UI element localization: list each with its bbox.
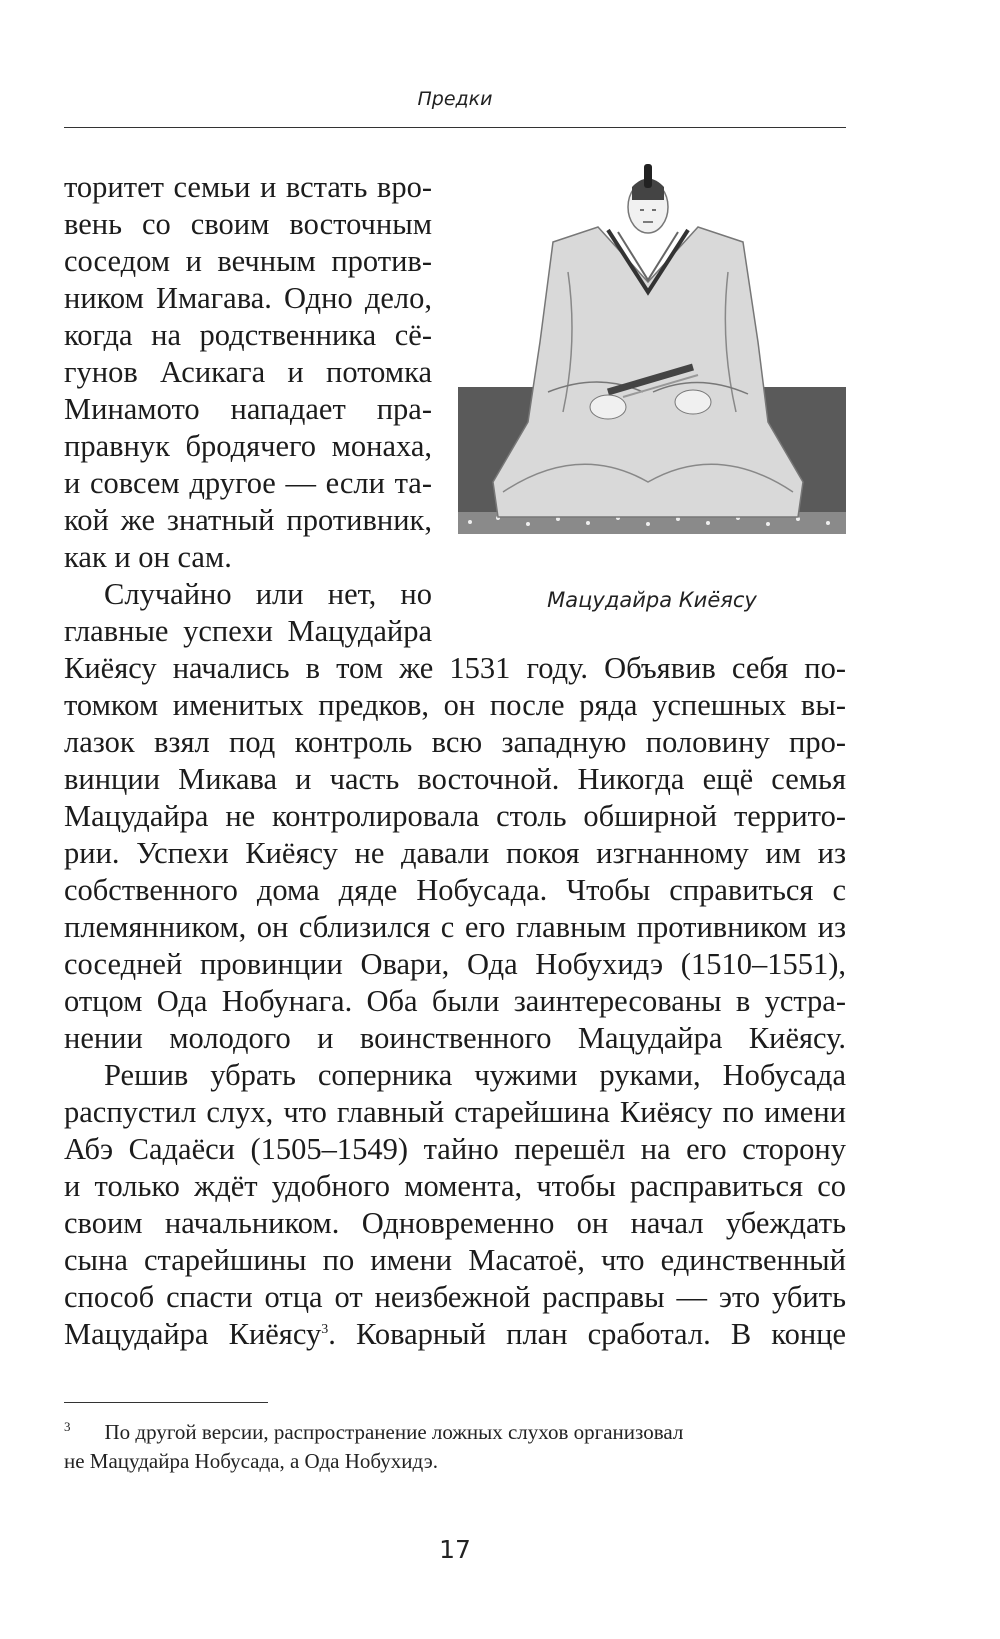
body-line: и только ждёт удобного момента, чтобы расправиться со <box>64 1169 846 1203</box>
body-line: правнук бродячего монаха, <box>64 429 432 463</box>
body-line: собственного дома дяде Нобусада. Чтобы справиться с <box>64 873 846 907</box>
body-line: способ спасти отца от неизбежной расправы — это убить <box>64 1280 846 1314</box>
body-line: соседом и вечным против- <box>64 244 432 278</box>
page-number: 17 <box>439 1535 471 1564</box>
body-line: ником Имагава. Одно дело, <box>64 281 432 315</box>
body-line: главные успехи Мацудайра <box>64 614 432 648</box>
header-rule <box>64 127 846 128</box>
body-line: рии. Успехи Киёясу не давали покоя изгнанному им из <box>64 836 846 870</box>
footnote-rule <box>64 1402 268 1403</box>
body-line: как и он сам. <box>64 540 232 574</box>
body-line: винции Микава и часть восточной. Никогда ещё семья <box>64 762 846 796</box>
figure-caption: Мацудайра Киёясу <box>547 588 757 612</box>
body-line: торитет семьи и встать вро- <box>64 170 432 204</box>
body-line: Случайно или нет, но <box>104 577 432 611</box>
body-line: и совсем другое — если та- <box>64 466 432 500</box>
body-text: . Коварный план сработал. В конце <box>328 1317 846 1351</box>
body-line: нении молодого и воинственного Мацудайра Киёясу. <box>64 1021 846 1055</box>
body-line: соседней провинции Овари, Ода Нобухидэ (1510–1551), <box>64 947 846 981</box>
body-line: Минамото нападает пра- <box>64 392 432 426</box>
body-line: гунов Асикага и потомка <box>64 355 432 389</box>
body-line: распустил слух, что главный старейшина Киёясу по имени <box>64 1095 846 1129</box>
body-line: когда на родственника сё- <box>64 318 432 352</box>
footnote-line <box>64 1418 846 1446</box>
body-line: сына старейшины по имени Масатоё, что единственный <box>64 1243 846 1277</box>
body-text: Мацудайра Киёясу <box>64 1317 322 1351</box>
body-line: вень со своим восточным <box>64 207 432 241</box>
body-line: Абэ Садаёси (1505–1549) тайно перешёл на его сторону <box>64 1132 846 1166</box>
running-title: Предки <box>417 88 493 110</box>
footnote-line: не Мацудайра Нобусада, а Ода Нобухидэ. <box>64 1449 438 1473</box>
body-line: Решив убрать соперника чужими руками, Нобусада <box>104 1058 846 1092</box>
footnote-text: По другой версии, распространение ложных слухов организовал <box>104 1420 684 1444</box>
portrait-figure <box>458 162 846 557</box>
footnote-mark: 3 <box>64 1419 71 1434</box>
body-line: томком именитых предков, он после ряда успешных вы- <box>64 688 846 722</box>
body-line: своим начальником. Одновременно он начал убеждать <box>64 1206 846 1240</box>
body-line: Киёясу начались в том же 1531 году. Объявив себя по- <box>64 651 846 685</box>
body-line: лазок взял под контроль всю западную половину про- <box>64 725 846 759</box>
body-line: кой же знатный противник, <box>64 503 432 537</box>
body-line: отцом Ода Нобунага. Оба были заинтересованы в устра- <box>64 984 846 1018</box>
body-line: племянником, он сблизился с его главным противником из <box>64 910 846 944</box>
footnote-ref: 3 <box>321 1321 329 1337</box>
body-line-last <box>64 1315 846 1353</box>
portrait-image <box>458 162 846 557</box>
body-line: Мацудайра не контролировала столь обширной террито- <box>64 799 846 833</box>
